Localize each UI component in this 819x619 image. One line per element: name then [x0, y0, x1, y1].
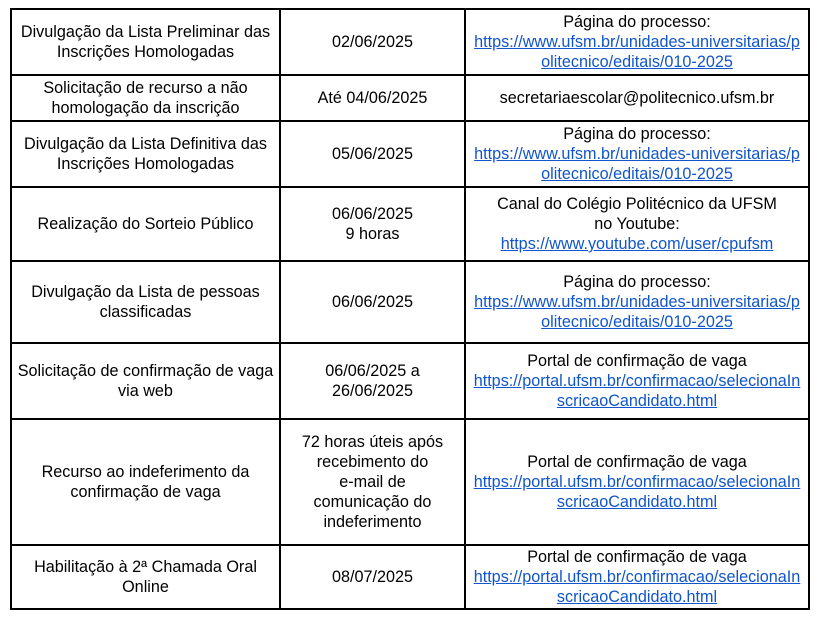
- date-cell: [280, 121, 465, 187]
- location-cell: [465, 261, 809, 343]
- process-page-link[interactable]: https://www.ufsm.br/unidades-universitarias/politecnico/editais/010-2025: [474, 33, 800, 71]
- event-name: Recurso ao indeferimento da confirmação de vaga: [41, 463, 250, 501]
- date-text: 06/06/2025: [331, 205, 414, 223]
- location-text: Portal de confirmação de vaga: [527, 548, 747, 566]
- event-cell: [11, 9, 280, 75]
- event-name: Realização do Sorteio Público: [37, 215, 254, 233]
- event-name: Solicitação de confirmação de vaga via web: [17, 362, 274, 400]
- location-cell: [465, 187, 809, 261]
- date-text: 26/06/2025: [331, 382, 414, 400]
- youtube-channel-link[interactable]: https://www.youtube.com/user/cpufsm: [500, 235, 774, 253]
- process-page-link[interactable]: https://www.ufsm.br/unidades-universitarias/politecnico/editais/010-2025: [474, 293, 800, 331]
- date-cell: [280, 343, 465, 419]
- date-text: indeferimento: [323, 513, 422, 531]
- table-row: [11, 545, 809, 609]
- event-cell: [11, 545, 280, 609]
- date-cell: [280, 9, 465, 75]
- event-cell: [11, 75, 280, 121]
- schedule-table: [10, 8, 810, 610]
- confirmation-portal-link[interactable]: https://portal.ufsm.br/confirmacao/selecionaInscricaoCandidato.html: [473, 568, 801, 606]
- event-name: Divulgação da Lista Definitiva das Inscrições Homologadas: [24, 135, 267, 173]
- location-text: Página do processo:: [563, 13, 711, 31]
- date-text: 06/06/2025 a: [325, 362, 420, 380]
- event-cell: [11, 261, 280, 343]
- process-page-link[interactable]: https://www.ufsm.br/unidades-universitarias/politecnico/editais/010-2025: [474, 145, 800, 183]
- location-cell: [465, 9, 809, 75]
- location-cell: [465, 343, 809, 419]
- confirmation-portal-link[interactable]: https://portal.ufsm.br/confirmacao/selecionaInscricaoCandidato.html: [473, 372, 801, 410]
- table-row: [11, 75, 809, 121]
- confirmation-portal-link[interactable]: https://portal.ufsm.br/confirmacao/selecionaInscricaoCandidato.html: [473, 473, 801, 511]
- date-cell: [280, 545, 465, 609]
- table-row: [11, 9, 809, 75]
- location-text: Página do processo:: [563, 273, 711, 291]
- event-name: Solicitação de recurso a não homologação da inscrição: [43, 79, 248, 117]
- table-row: [11, 343, 809, 419]
- date-text: comunicação do: [313, 493, 432, 511]
- location-cell: [465, 75, 809, 121]
- event-cell: [11, 343, 280, 419]
- location-text: Portal de confirmação de vaga: [527, 352, 747, 370]
- date-cell: [280, 75, 465, 121]
- date-text: Até 04/06/2025: [317, 89, 428, 107]
- location-text: no Youtube:: [594, 215, 680, 233]
- event-name: Divulgação da Lista Preliminar das Inscrições Homologadas: [20, 23, 271, 61]
- date-text: 06/06/2025: [331, 293, 414, 311]
- location-cell: [465, 121, 809, 187]
- table-row: [11, 121, 809, 187]
- location-text: Canal do Colégio Politécnico da UFSM: [497, 195, 777, 213]
- date-text: 72 horas úteis após: [301, 433, 444, 451]
- date-text: recebimento do: [316, 453, 429, 471]
- event-cell: [11, 121, 280, 187]
- table-row: [11, 187, 809, 261]
- location-cell: [465, 419, 809, 545]
- date-text: 05/06/2025: [331, 145, 414, 163]
- date-cell: [280, 419, 465, 545]
- event-cell: [11, 419, 280, 545]
- contact-email: secretariaescolar@politecnico.ufsm.br: [499, 89, 775, 107]
- date-text: e-mail de: [339, 473, 406, 491]
- event-name: Habilitação à 2ª Chamada Oral Online: [34, 558, 257, 596]
- location-text: Portal de confirmação de vaga: [527, 453, 747, 471]
- date-cell: [280, 187, 465, 261]
- date-text: 02/06/2025: [331, 33, 414, 51]
- date-text: 08/07/2025: [331, 568, 414, 586]
- table-row: [11, 261, 809, 343]
- location-cell: [465, 545, 809, 609]
- event-name: Divulgação da Lista de pessoas classificadas: [31, 283, 260, 321]
- time-text: 9 horas: [345, 225, 400, 243]
- event-cell: [11, 187, 280, 261]
- location-text: Página do processo:: [563, 125, 711, 143]
- table-row: [11, 419, 809, 545]
- date-cell: [280, 261, 465, 343]
